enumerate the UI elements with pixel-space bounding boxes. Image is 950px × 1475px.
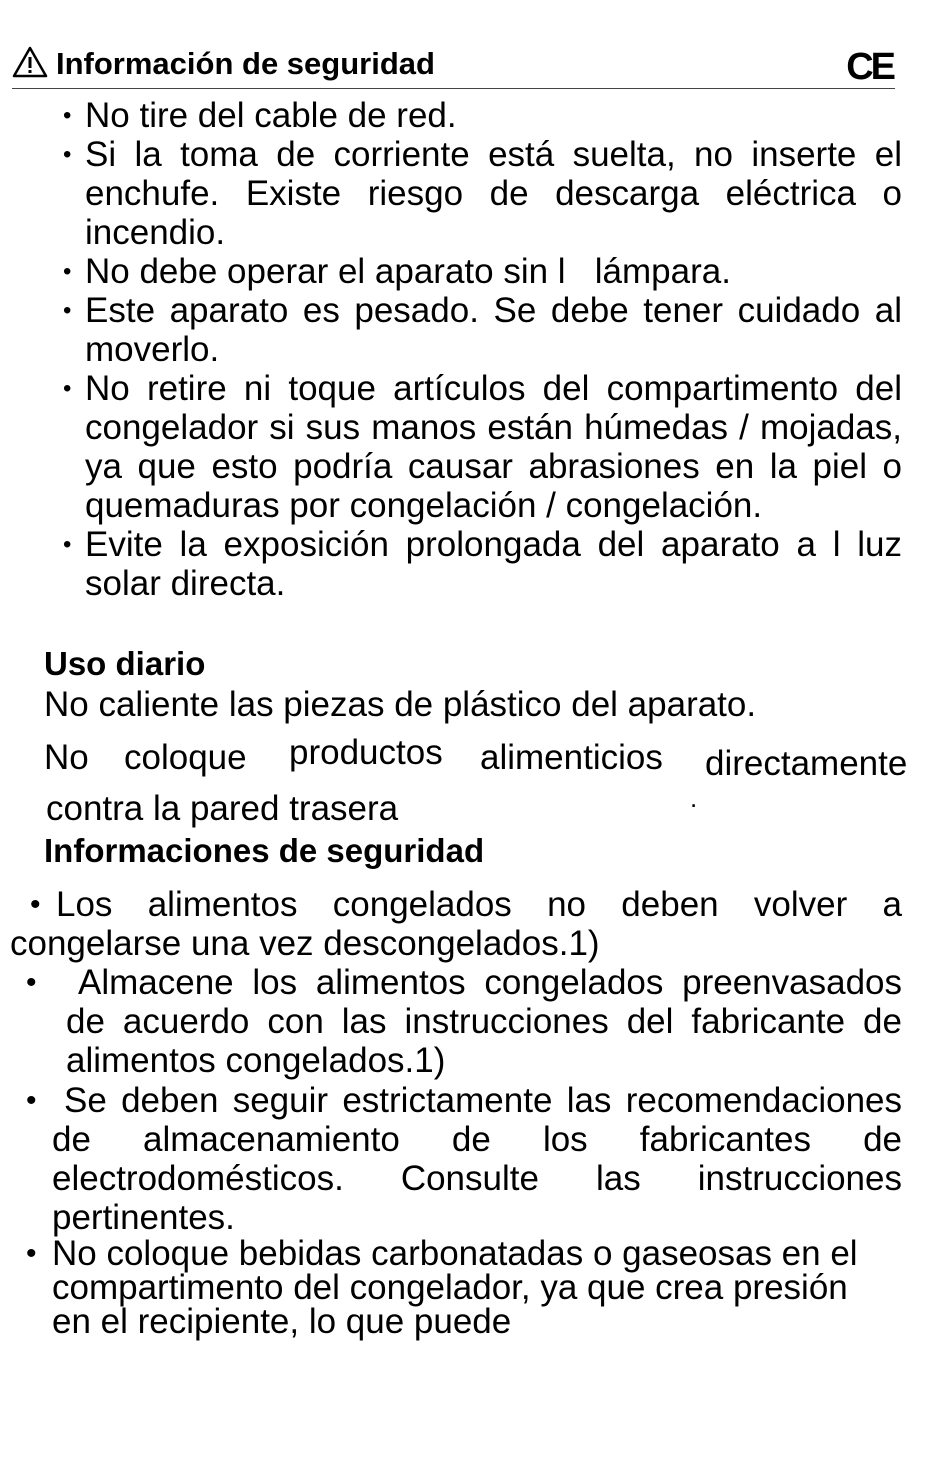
ce-mark: CE (846, 46, 893, 88)
list-item: • No retire ni toque artículos del compartimento del congelador si sus manos están húmedas / mojadas, ya que esto podría causar abrasiones en la piel o quemaduras por congelación / congelación. (85, 369, 902, 525)
list-item: • No coloque bebidas carbonatadas o gaseosas en el compartimento del congelador, ya que crea presión en el recipiente, lo que puede (26, 1234, 858, 1341)
list-item: • Los alimentos congelados no deben volver a congelarse una vez descongelados.1) (10, 885, 902, 963)
list-item: • Este aparato es pesado. Se debe tener cuidado al moverlo. (85, 291, 902, 369)
list-item: • No debe operar el aparato sin l lámpara. (85, 252, 902, 291)
bullet-dot: • (26, 1084, 37, 1117)
daily-use-word: No (44, 738, 89, 777)
stray-dot: . (690, 783, 698, 813)
daily-use-word: productos (289, 733, 443, 772)
daily-use-word: directamente (705, 744, 908, 783)
list-item: • Se deben seguir estrictamente las recomendaciones de almacenamiento de los fabricantes de electrodomésticos. Consulte las instrucciones pertinentes. (26, 1081, 902, 1237)
page-title: Información de seguridad (56, 46, 435, 81)
bullet-dot: • (26, 1237, 37, 1270)
daily-use-line: No caliente las piezas de plástico del aparato. (44, 685, 757, 724)
warning-triangle-icon (12, 46, 48, 78)
daily-use-word: coloque (124, 738, 247, 777)
bullet-dot: • (26, 966, 37, 999)
daily-use-heading: Uso diario (44, 645, 206, 682)
safety-info-heading: Informaciones de seguridad (44, 832, 485, 869)
bullet-dot: • (30, 888, 41, 921)
list-item: • Si la toma de corriente está suelta, no inserte el enchufe. Existe riesgo de descarga eléctrica o incendio. (85, 135, 902, 252)
section-header (12, 44, 895, 89)
daily-use-line: contra la pared trasera (46, 789, 399, 828)
daily-use-word: alimenticios (480, 738, 663, 777)
list-item: • No tire del cable de red. (85, 96, 902, 135)
list-item: • Almacene los alimentos congelados preenvasados de acuerdo con las instrucciones del fabricante de alimentos congelados.1) (26, 963, 902, 1080)
list-item: • Evite la exposición prolongada del aparato a l luz solar directa. (85, 525, 902, 603)
safety-list (85, 96, 902, 603)
